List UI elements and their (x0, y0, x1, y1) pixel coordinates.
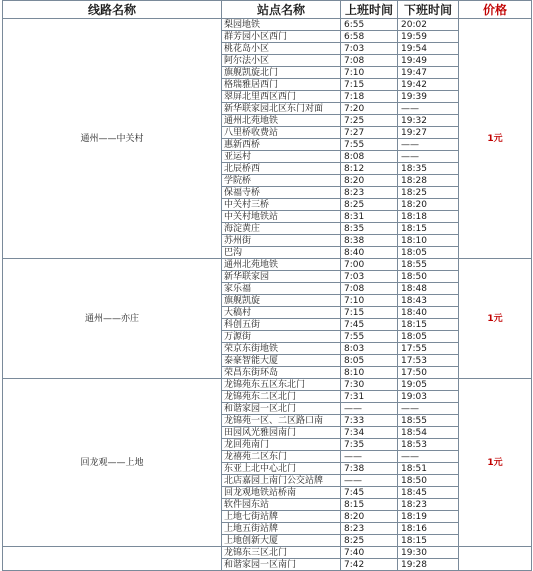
station-name-cell: 软件园东站 (222, 499, 341, 511)
start-time-cell: 8:10 (341, 367, 398, 379)
end-time-cell: —— (398, 103, 459, 115)
end-time-cell: —— (398, 403, 459, 415)
station-name-cell: 梨园地铁 (222, 19, 341, 31)
end-time-cell: 18:05 (398, 247, 459, 259)
start-time-cell: 7:03 (341, 43, 398, 55)
station-name-cell: 苏州街 (222, 235, 341, 247)
station-name-cell: 旗舰凯旋北门 (222, 67, 341, 79)
start-time-cell: 7:31 (341, 391, 398, 403)
end-time-cell: 18:35 (398, 163, 459, 175)
table-body (3, 19, 532, 571)
end-time-cell: —— (398, 151, 459, 163)
start-time-cell: 8:03 (341, 343, 398, 355)
start-time-cell: 7:08 (341, 283, 398, 295)
station-name-cell: 和谐家园一区南门 (222, 559, 341, 571)
price-cell: 1元 (459, 259, 532, 379)
station-name-cell: 龙锦东三区北门 (222, 547, 341, 559)
start-time-cell: 7:25 (341, 115, 398, 127)
end-time-cell: 18:05 (398, 331, 459, 343)
start-time-cell: 7:18 (341, 91, 398, 103)
end-time-cell: 18:25 (398, 187, 459, 199)
header-start-time: 上班时间 (341, 1, 398, 19)
station-name-cell: 新华联家园北区东门对面 (222, 103, 341, 115)
station-name-cell: 中关村地铁站 (222, 211, 341, 223)
station-name-cell: 桃花岛小区 (222, 43, 341, 55)
station-name-cell: 巴沟 (222, 247, 341, 259)
station-name-cell: 龙锦苑东五区东北门 (222, 379, 341, 391)
station-name-cell: 大稿村 (222, 307, 341, 319)
station-name-cell: 和谐家园一区北门 (222, 403, 341, 415)
station-name-cell: 八里桥收费站 (222, 127, 341, 139)
start-time-cell: 7:45 (341, 319, 398, 331)
start-time-cell: —— (341, 451, 398, 463)
start-time-cell: 7:45 (341, 487, 398, 499)
bus-schedule-table (2, 0, 532, 571)
station-name-cell: 东亚上北中心北门 (222, 463, 341, 475)
price-cell (459, 547, 532, 571)
price-cell: 1元 (459, 19, 532, 259)
end-time-cell: 18:51 (398, 463, 459, 475)
end-time-cell: —— (398, 139, 459, 151)
station-name-cell: 上地五街站牌 (222, 523, 341, 535)
end-time-cell: 19:27 (398, 127, 459, 139)
station-name-cell: 万源街 (222, 331, 341, 343)
station-name-cell: 翠屏北里西区西门 (222, 91, 341, 103)
table-row (3, 379, 532, 391)
start-time-cell: 8:25 (341, 199, 398, 211)
header-end-time: 下班时间 (398, 1, 459, 19)
station-name-cell: 科创五街 (222, 319, 341, 331)
station-name-cell: 学院桥 (222, 175, 341, 187)
start-time-cell: 7:33 (341, 415, 398, 427)
start-time-cell: 8:08 (341, 151, 398, 163)
start-time-cell: 7:42 (341, 559, 398, 571)
start-time-cell: 8:20 (341, 175, 398, 187)
route-name-cell: 通州——中关村 (3, 19, 222, 259)
start-time-cell: —— (341, 475, 398, 487)
station-name-cell: 海淀黄庄 (222, 223, 341, 235)
end-time-cell: 18:50 (398, 475, 459, 487)
end-time-cell: 17:55 (398, 343, 459, 355)
start-time-cell: 8:31 (341, 211, 398, 223)
start-time-cell: 7:34 (341, 427, 398, 439)
end-time-cell: 18:45 (398, 487, 459, 499)
end-time-cell: 18:28 (398, 175, 459, 187)
end-time-cell: 18:55 (398, 415, 459, 427)
end-time-cell: 18:50 (398, 271, 459, 283)
table-row (3, 547, 532, 559)
route-name-cell: 通州——亦庄 (3, 259, 222, 379)
end-time-cell: 18:43 (398, 295, 459, 307)
station-name-cell: 回龙观地铁站桥南 (222, 487, 341, 499)
end-time-cell: 18:19 (398, 511, 459, 523)
station-name-cell: 家乐福 (222, 283, 341, 295)
start-time-cell: 7:55 (341, 139, 398, 151)
start-time-cell: 7:35 (341, 439, 398, 451)
end-time-cell: 19:47 (398, 67, 459, 79)
station-name-cell: 龙回苑南门 (222, 439, 341, 451)
start-time-cell: 7:10 (341, 295, 398, 307)
station-name-cell: 格瑞雅居西门 (222, 79, 341, 91)
start-time-cell: 8:05 (341, 355, 398, 367)
start-time-cell: 8:15 (341, 499, 398, 511)
end-time-cell: 17:53 (398, 355, 459, 367)
station-name-cell: 北店嘉园上南门公交站牌 (222, 475, 341, 487)
start-time-cell: 7:08 (341, 55, 398, 67)
header-price: 价格 (459, 1, 532, 19)
end-time-cell: 18:18 (398, 211, 459, 223)
start-time-cell: 8:40 (341, 247, 398, 259)
end-time-cell: 18:53 (398, 439, 459, 451)
start-time-cell: 8:23 (341, 523, 398, 535)
station-name-cell: 中关村三桥 (222, 199, 341, 211)
start-time-cell: 6:55 (341, 19, 398, 31)
end-time-cell: 18:15 (398, 535, 459, 547)
start-time-cell: 8:25 (341, 535, 398, 547)
end-time-cell: 20:02 (398, 19, 459, 31)
station-name-cell: 龙锦苑一区、二区路口南 (222, 415, 341, 427)
end-time-cell: 19:32 (398, 115, 459, 127)
table-row (3, 259, 532, 271)
start-time-cell: —— (341, 403, 398, 415)
station-name-cell: 亚运村 (222, 151, 341, 163)
station-name-cell: 通州北苑地铁 (222, 259, 341, 271)
start-time-cell: 7:20 (341, 103, 398, 115)
end-time-cell: —— (398, 451, 459, 463)
start-time-cell: 7:15 (341, 307, 398, 319)
station-name-cell: 荣昌东街环岛 (222, 367, 341, 379)
end-time-cell: 19:03 (398, 391, 459, 403)
header-route: 线路名称 (3, 1, 222, 19)
station-name-cell: 上地七街站牌 (222, 511, 341, 523)
price-cell: 1元 (459, 379, 532, 547)
end-time-cell: 18:15 (398, 319, 459, 331)
start-time-cell: 8:23 (341, 187, 398, 199)
station-name-cell: 北辰桥西 (222, 163, 341, 175)
end-time-cell: 19:28 (398, 559, 459, 571)
end-time-cell: 18:55 (398, 259, 459, 271)
start-time-cell: 8:38 (341, 235, 398, 247)
start-time-cell: 8:12 (341, 163, 398, 175)
end-time-cell: 19:42 (398, 79, 459, 91)
start-time-cell: 7:38 (341, 463, 398, 475)
start-time-cell: 7:27 (341, 127, 398, 139)
station-name-cell: 旗舰凯旋 (222, 295, 341, 307)
end-time-cell: 18:40 (398, 307, 459, 319)
start-time-cell: 7:03 (341, 271, 398, 283)
start-time-cell: 6:58 (341, 31, 398, 43)
end-time-cell: 19:05 (398, 379, 459, 391)
end-time-cell: 19:30 (398, 547, 459, 559)
end-time-cell: 19:39 (398, 91, 459, 103)
station-name-cell: 泰豪智能大厦 (222, 355, 341, 367)
end-time-cell: 19:49 (398, 55, 459, 67)
station-name-cell: 惠新西桥 (222, 139, 341, 151)
table-row (3, 19, 532, 31)
end-time-cell: 18:54 (398, 427, 459, 439)
start-time-cell: 7:55 (341, 331, 398, 343)
station-name-cell: 荣京东街地铁 (222, 343, 341, 355)
end-time-cell: 18:20 (398, 199, 459, 211)
station-name-cell: 上地创新大厦 (222, 535, 341, 547)
station-name-cell: 阿尔法小区 (222, 55, 341, 67)
station-name-cell: 田园风光雅园南门 (222, 427, 341, 439)
start-time-cell: 7:30 (341, 379, 398, 391)
station-name-cell: 群芳园小区西门 (222, 31, 341, 43)
end-time-cell: 18:10 (398, 235, 459, 247)
route-name-cell (3, 547, 222, 571)
station-name-cell: 龙锦苑东二区北门 (222, 391, 341, 403)
start-time-cell: 8:20 (341, 511, 398, 523)
start-time-cell: 7:15 (341, 79, 398, 91)
table-header-row (3, 1, 532, 19)
start-time-cell: 7:40 (341, 547, 398, 559)
end-time-cell: 18:48 (398, 283, 459, 295)
start-time-cell: 8:35 (341, 223, 398, 235)
station-name-cell: 保福寺桥 (222, 187, 341, 199)
end-time-cell: 18:16 (398, 523, 459, 535)
route-name-cell: 回龙观——上地 (3, 379, 222, 547)
start-time-cell: 7:00 (341, 259, 398, 271)
header-station: 站点名称 (222, 1, 341, 19)
end-time-cell: 18:15 (398, 223, 459, 235)
start-time-cell: 7:10 (341, 67, 398, 79)
station-name-cell: 通州北苑地铁 (222, 115, 341, 127)
station-name-cell: 龙禧苑二区东门 (222, 451, 341, 463)
station-name-cell: 新华联家园 (222, 271, 341, 283)
end-time-cell: 19:54 (398, 43, 459, 55)
end-time-cell: 18:23 (398, 499, 459, 511)
end-time-cell: 17:50 (398, 367, 459, 379)
end-time-cell: 19:59 (398, 31, 459, 43)
